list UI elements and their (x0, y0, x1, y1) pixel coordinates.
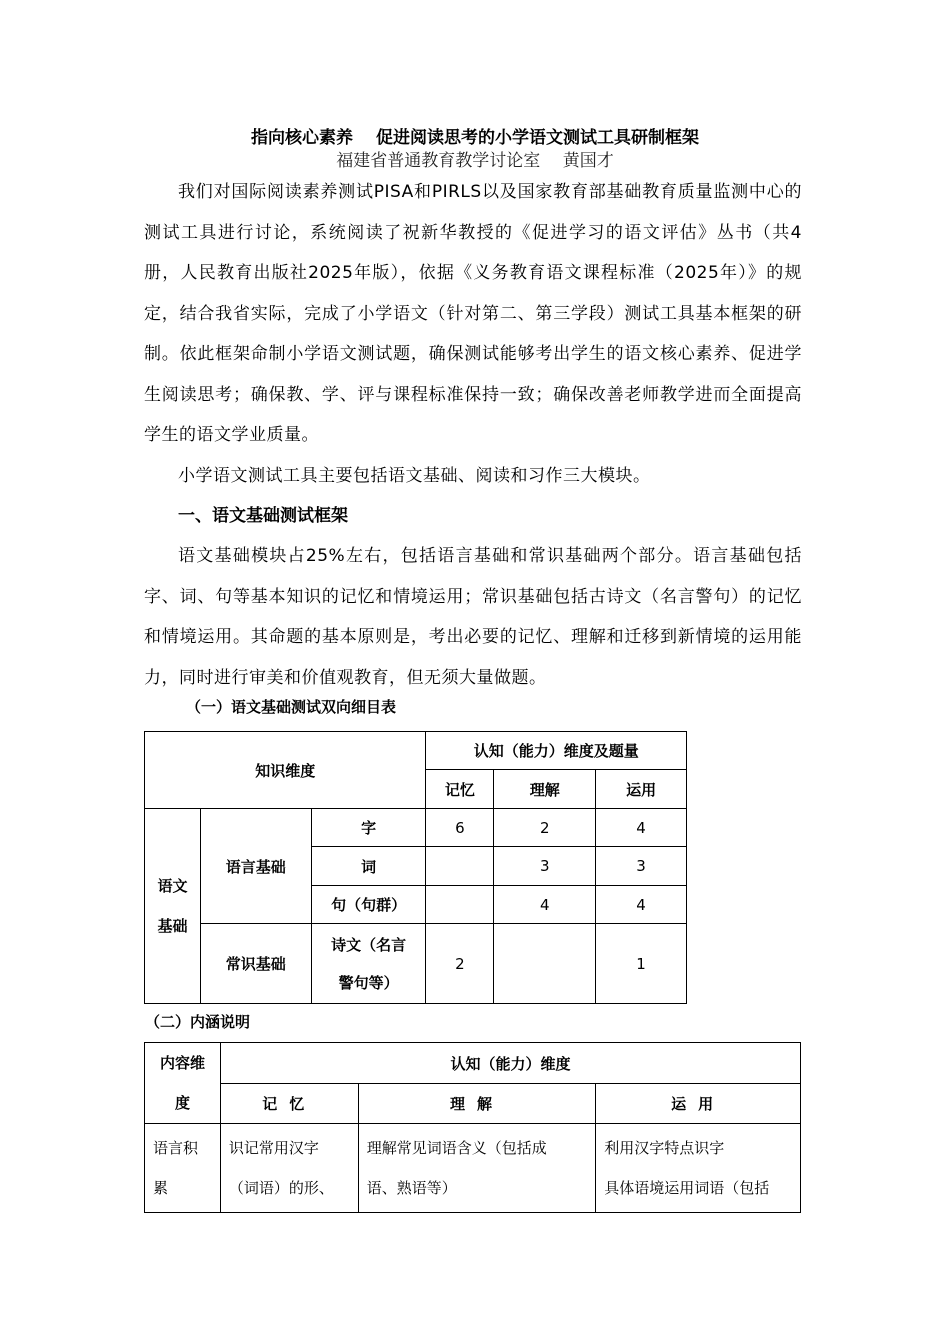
intro-paragraph: 我们对国际阅读素养测试PISA和PIRLS以及国家教育部基础教育质量监测中心的测试工具进行讨论，系统阅读了祝新华教授的《促进学习的语文评估》丛书（共4册，人民教育出版社2025年版），依据《义务教育语文课程标准（2025年）》的规定，结合我省实际，完成了小学语文（针对第二、第三学段）测试工具基本框架的研制。依此框架命制小学语文测试题，确保测试能够考出学生的语文核心素养、促进学生阅读思考；确保教、学、评与课程标准保持一致；确保改善老师教学进而全面提高学生的语文学业质量。 (144, 182, 802, 445)
header-cognition: 认知（能力）维度及题量 (426, 732, 687, 770)
row-item: 句（句群） (311, 886, 426, 924)
row-item: 诗文（名言 警句等） (311, 924, 426, 1004)
cell-value: 6 (426, 809, 494, 847)
cell-value: 1 (596, 924, 687, 1004)
col-apply: 运用 (596, 1084, 801, 1124)
table2-caption: （二）内涵说明 (145, 1013, 251, 1031)
col-understand: 理解 (358, 1084, 596, 1124)
col-memory: 记忆 (426, 770, 494, 809)
sub-language: 语言基础 (200, 809, 311, 924)
cell-value: 4 (596, 809, 687, 847)
document-body (144, 172, 802, 698)
document-title: 指向核心素养 促进阅读思考的小学语文测试工具研制框架 (251, 128, 699, 148)
document-author: 福建省普通教育教学讨论室 黄国才 (336, 151, 614, 171)
row-label: 语言积 累 (145, 1124, 221, 1213)
col-understand: 理解 (494, 770, 596, 809)
description-table (144, 1042, 801, 1213)
cell-value: 2 (426, 924, 494, 1004)
cell-value: 2 (494, 809, 596, 847)
cell-value (426, 847, 494, 886)
cell-value: 4 (494, 886, 596, 924)
table1-caption: （一）语文基础测试双向细目表 (186, 698, 397, 716)
understand-description: 理解常见词语含义（包括成 语、熟语等） (358, 1124, 596, 1213)
cell-value (494, 924, 596, 1004)
modules-paragraph: 小学语文测试工具主要包括语文基础、阅读和习作三大模块。 (178, 465, 651, 486)
sub-common: 常识基础 (200, 924, 311, 1004)
cell-value: 3 (596, 847, 687, 886)
header-knowledge: 知识维度 (145, 732, 426, 809)
col-apply: 运用 (596, 770, 687, 809)
row-item: 词 (311, 847, 426, 886)
cell-value: 3 (494, 847, 596, 886)
apply-description: 利用汉字特点识字 具体语境运用词语（包括 (596, 1124, 801, 1213)
col-memory: 记忆 (220, 1084, 358, 1124)
header-cognition: 认知（能力）维度 (220, 1043, 800, 1084)
header-content: 内容维 度 (145, 1043, 221, 1124)
cell-value: 4 (596, 886, 687, 924)
section-heading: 一、语文基础测试框架 (178, 506, 348, 526)
cell-value (426, 886, 494, 924)
memory-description: 识记常用汉字 （词语）的形、 (220, 1124, 358, 1213)
row-item: 字 (311, 809, 426, 847)
section-paragraph: 语文基础模块占25%左右，包括语言基础和常识基础两个部分。语言基础包括字、词、句等基本知识的记忆和情境运用；常识基础包括古诗文（名言警句）的记忆和情境运用。其命题的基本原则是，考出必要的记忆、理解和迁移到新情境的运用能力，同时进行审美和价值观教育，但无须大量做题。 (144, 546, 802, 688)
group-label: 语文 基础 (145, 809, 201, 1004)
detail-table (144, 731, 687, 1004)
